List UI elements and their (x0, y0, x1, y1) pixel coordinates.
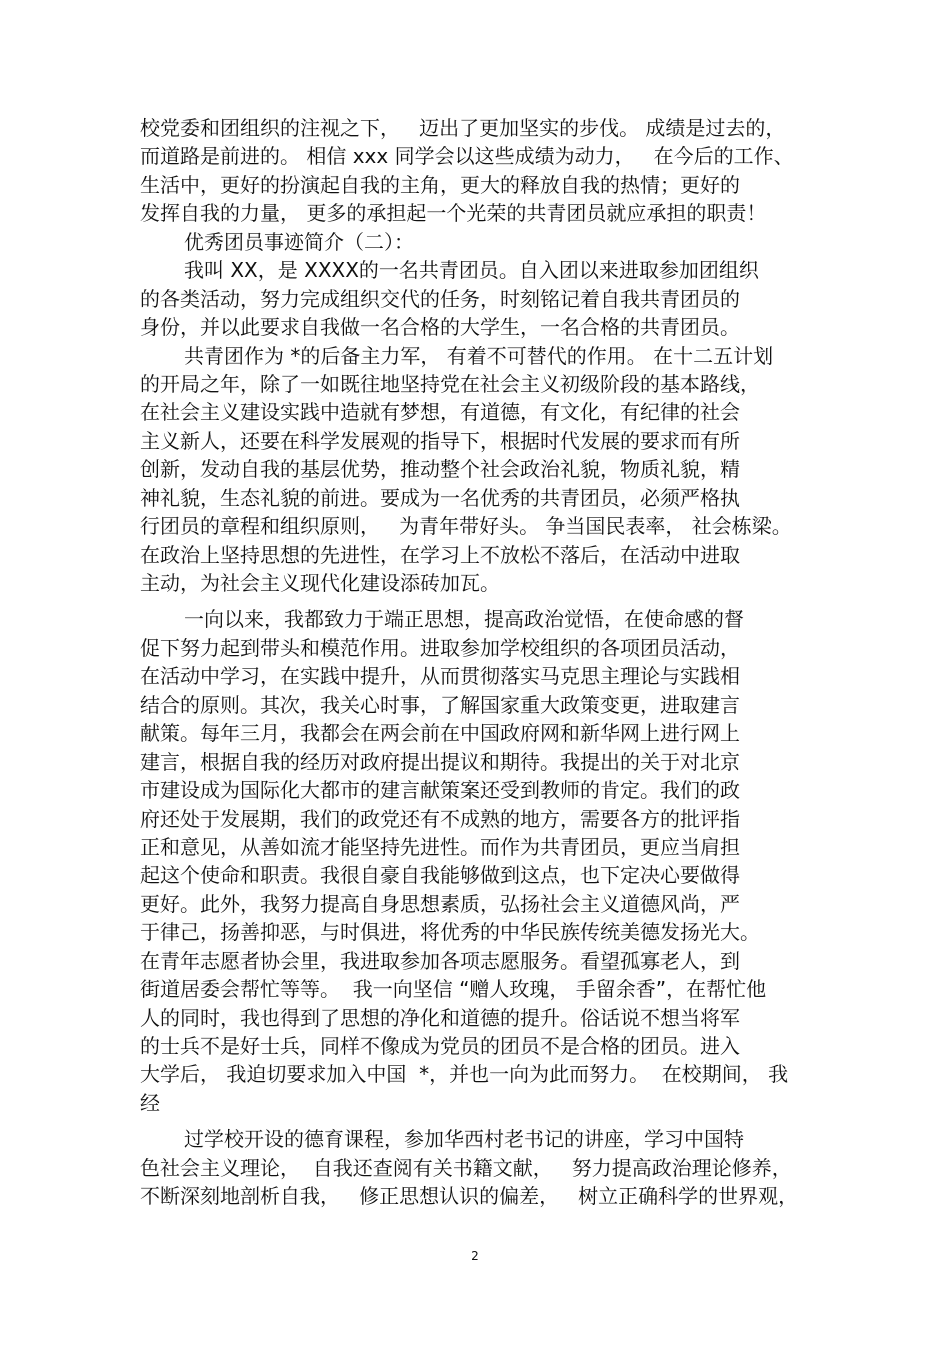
text-line: 于律己，扬善抑恶，与时俱进，将优秀的中华民族传统美德发扬光大。 (140, 920, 760, 945)
text-line: 大学后， 我迫切要求加入中国 *，并也一向为此而努力。 在校期间， 我 (140, 1062, 789, 1087)
page-number: 2 (471, 1249, 479, 1263)
text-line: 共青团作为 *的后备主力军， 有着不可替代的作用。 在十二五计划 (184, 343, 774, 368)
text-line: 过学校开设的德育课程，参加华西村老书记的讲座，学习中国特 (184, 1127, 744, 1152)
text-line: 府还处于发展期，我们的政党还有不成熟的地方，需要各方的批评指 (140, 806, 740, 831)
text-line: 人的同时，我也得到了思想的净化和道德的提升。俗话说不想当将军 (140, 1005, 740, 1030)
text-line: 在活动中学习，在实践中提升，从而贯彻落实马克思主理论与实践相 (140, 664, 740, 689)
text-line: 的各类活动，努力完成组织交代的任务，时刻铭记着自我共青团员的 (140, 286, 740, 311)
text-line: 校党委和团组织的注视之下， 迈出了更加坚实的步伐。 成绩是过去的， (140, 116, 786, 140)
text-line: 而道路是前进的。 相信 xxx 同学会以这些成绩为动力， 在今后的工作、 (140, 144, 794, 169)
text-line: 市建设成为国际化大都市的建言献策案还受到教师的肯定。我们的政 (140, 778, 740, 803)
text-line: 不断深刻地剖析自我， 修正思想认识的偏差， 树立正确科学的世界观， (140, 1184, 799, 1209)
text-line: 在青年志愿者协会里，我进取参加各项志愿服务。看望孤寡老人，到 (140, 948, 740, 973)
text-line: 经 (140, 1090, 160, 1115)
text-line: 正和意见，从善如流才能坚持先进性。而作为共青团员，更应当肩担 (140, 834, 740, 859)
text-line: 神礼貌，生态礼貌的前进。要成为一名优秀的共青团员，必须严格执 (140, 485, 740, 510)
text-line: 的士兵不是好士兵，同样不像成为党员的团员不是合格的团员。进入 (140, 1034, 740, 1058)
text-line: 主动，为社会主义现代化建设添砖加瓦。 (140, 571, 500, 595)
text-line: 我叫 XX，是 XXXX的一名共青团员。自入团以来进取参加团组织 (184, 258, 759, 283)
text-line: 街道居委会帮忙等等。 我一向坚信 “赠人玫瑰， 手留余香”，在帮忙他 (140, 977, 767, 1002)
text-line: 一向以来，我都致力于端正思想，提高政治觉悟，在使命感的督 (184, 607, 744, 632)
text-line: 主义新人，还要在科学发展观的指导下，根据时代发展的要求而有所 (140, 428, 740, 453)
text-line: 的开局之年，除了一如既往地坚持党在社会主义初级阶段的基本路线， (140, 371, 760, 396)
text-line: 发挥自我的力量， 更多的承担起一个光荣的共青团员就应承担的职责！ (140, 201, 767, 226)
body-text (0, 114, 950, 1211)
text-line: 起这个使命和职责。我很自豪自我能够做到这点，也下定决心要做得 (140, 863, 740, 888)
text-line: 身份，并以此要求自我做一名合格的大学生，一名合格的共青团员。 (140, 315, 740, 340)
text-line: 创新，发动自我的基层优势，推动整个社会政治礼貌，物质礼貌，精 (140, 457, 740, 482)
text-line: 优秀团员事迹简介（二）： (184, 229, 414, 254)
text-line: 在政治上坚持思想的先进性，在学习上不放松不落后，在活动中进取 (140, 542, 740, 567)
text-line: 建言，根据自我的经历对政府提出提议和期待。我提出的关于对北京 (140, 749, 740, 774)
text-line: 生活中，更好的扮演起自我的主角，更大的释放自我的热情；更好的 (140, 172, 740, 197)
text-line: 结合的原则。其次，我关心时事，了解国家重大政策变更，进取建言 (140, 692, 740, 717)
text-line: 行团员的章程和组织原则， 为青年带好头。 争当国民表率， 社会栋梁。 (140, 514, 792, 539)
text-line: 更好。此外，我努力提高自身思想素质，弘扬社会主义道德风尚，严 (140, 891, 740, 916)
text-line: 促下努力起到带头和模范作用。进取参加学校组织的各项团员活动， (140, 635, 740, 660)
text-line: 在社会主义建设实践中造就有梦想，有道德，有文化，有纪律的社会 (140, 400, 740, 425)
text-line: 献策。每年三月，我都会在两会前在中国政府网和新华网上进行网上 (140, 721, 740, 746)
text-line: 色社会主义理论， 自我还查阅有关书籍文献， 努力提高政治理论修养， (140, 1155, 792, 1180)
